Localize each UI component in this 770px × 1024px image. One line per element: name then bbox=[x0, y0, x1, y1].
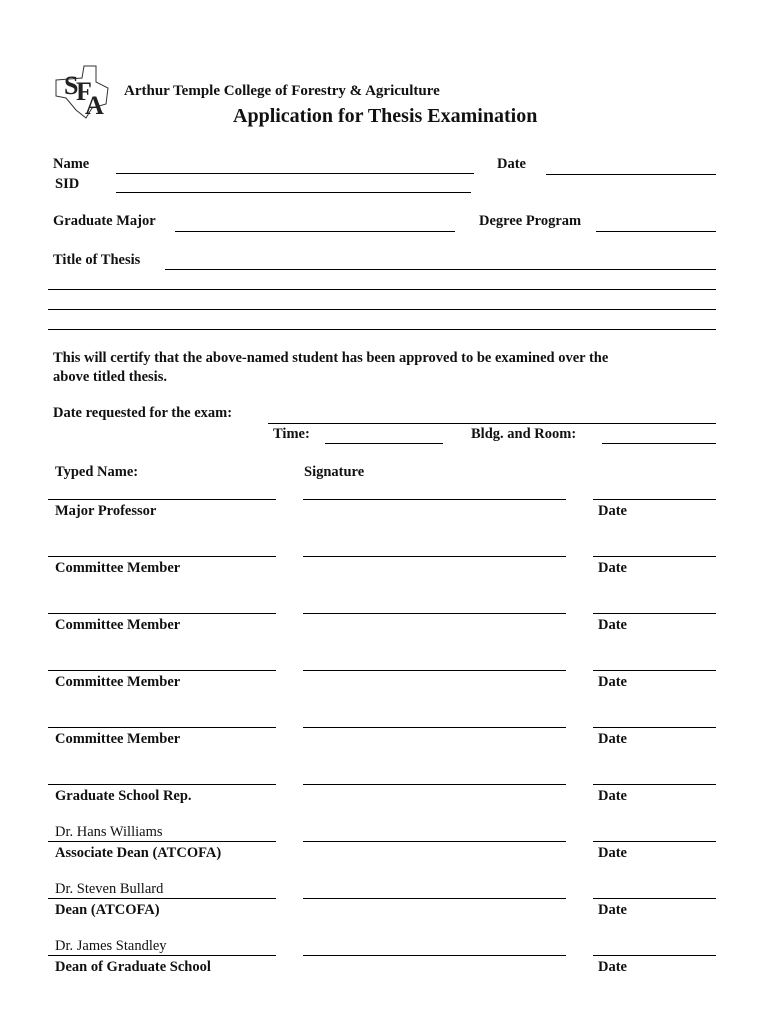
signature-date-field[interactable] bbox=[593, 599, 716, 614]
college-name: Arthur Temple College of Forestry & Agriculture bbox=[124, 83, 440, 99]
signature-field[interactable] bbox=[303, 884, 566, 899]
graduate-major-field[interactable] bbox=[175, 217, 455, 232]
certification-line-2: above titled thesis. bbox=[53, 369, 167, 385]
signer-role: Major Professor bbox=[55, 503, 157, 519]
sid-label: SID bbox=[55, 176, 80, 192]
signature-date-field[interactable] bbox=[593, 713, 716, 728]
thesis-title-line-4[interactable] bbox=[48, 315, 716, 330]
signer-role: Committee Member bbox=[55, 731, 181, 747]
room-field[interactable] bbox=[602, 429, 716, 444]
thesis-title-field[interactable] bbox=[165, 255, 716, 270]
sid-field[interactable] bbox=[116, 178, 471, 193]
name-field[interactable] bbox=[116, 159, 474, 174]
date-label: Date bbox=[497, 156, 526, 172]
exam-time-field[interactable] bbox=[325, 429, 443, 444]
typed-name-field[interactable] bbox=[48, 881, 276, 899]
signer-role: Committee Member bbox=[55, 617, 181, 633]
typed-name-field[interactable] bbox=[48, 542, 276, 557]
signature-date-field[interactable] bbox=[593, 941, 716, 956]
signature-field[interactable] bbox=[303, 827, 566, 842]
typed-name-field[interactable] bbox=[48, 938, 276, 956]
degree-program-field[interactable] bbox=[596, 217, 716, 232]
signature-date-label: Date bbox=[598, 959, 627, 975]
exam-date-field[interactable] bbox=[268, 409, 716, 424]
typed-name-header: Typed Name: bbox=[55, 464, 139, 480]
signature-field[interactable] bbox=[303, 941, 566, 956]
typed-name-field[interactable] bbox=[48, 656, 276, 671]
thesis-title-line-2[interactable] bbox=[48, 275, 716, 290]
signature-field[interactable] bbox=[303, 770, 566, 785]
signature-date-label: Date bbox=[598, 674, 627, 690]
typed-name-field[interactable] bbox=[48, 770, 276, 785]
svg-text:F: F bbox=[76, 77, 92, 106]
signature-date-label: Date bbox=[598, 503, 627, 519]
exam-time-label: Time: bbox=[273, 426, 310, 442]
degree-program-label: Degree Program bbox=[479, 213, 582, 229]
exam-date-label: Date requested for the exam: bbox=[53, 405, 233, 421]
thesis-title-label: Title of Thesis bbox=[53, 252, 141, 268]
typed-name-field[interactable] bbox=[48, 599, 276, 614]
signer-role: Committee Member bbox=[55, 674, 181, 690]
svg-text:A: A bbox=[85, 91, 104, 120]
signer-role: Associate Dean (ATCOFA) bbox=[55, 845, 222, 861]
typed-name: Dr. James Standley bbox=[55, 938, 167, 954]
signature-field[interactable] bbox=[303, 713, 566, 728]
signature-header: Signature bbox=[304, 464, 365, 480]
signer-role: Graduate School Rep. bbox=[55, 788, 192, 804]
signature-date-field[interactable] bbox=[593, 485, 716, 500]
signature-field[interactable] bbox=[303, 656, 566, 671]
sfa-logo bbox=[52, 58, 116, 127]
signature-field[interactable] bbox=[303, 542, 566, 557]
form-title: Application for Thesis Examination bbox=[233, 105, 538, 127]
typed-name-field[interactable] bbox=[48, 713, 276, 728]
date-field[interactable] bbox=[546, 160, 716, 175]
signature-date-label: Date bbox=[598, 617, 627, 633]
svg-text:S: S bbox=[64, 71, 79, 100]
certification-line-1: This will certify that the above-named student has been approved to be examined over the bbox=[53, 350, 609, 366]
typed-name: Dr. Steven Bullard bbox=[55, 881, 164, 897]
signer-role: Committee Member bbox=[55, 560, 181, 576]
signature-date-field[interactable] bbox=[593, 884, 716, 899]
signature-date-field[interactable] bbox=[593, 770, 716, 785]
signature-date-field[interactable] bbox=[593, 827, 716, 842]
signature-date-label: Date bbox=[598, 845, 627, 861]
signature-date-label: Date bbox=[598, 788, 627, 804]
room-label: Bldg. and Room: bbox=[471, 426, 577, 442]
typed-name: Dr. Hans Williams bbox=[55, 824, 163, 840]
signature-date-label: Date bbox=[598, 731, 627, 747]
signature-date-label: Date bbox=[598, 560, 627, 576]
signer-role: Dean (ATCOFA) bbox=[55, 902, 160, 918]
signature-date-field[interactable] bbox=[593, 542, 716, 557]
signer-role: Dean of Graduate School bbox=[55, 959, 211, 975]
signature-date-label: Date bbox=[598, 902, 627, 918]
thesis-title-line-3[interactable] bbox=[48, 295, 716, 310]
signature-field[interactable] bbox=[303, 599, 566, 614]
name-label: Name bbox=[53, 156, 90, 172]
signature-date-field[interactable] bbox=[593, 656, 716, 671]
signature-field[interactable] bbox=[303, 485, 566, 500]
typed-name-field[interactable] bbox=[48, 485, 276, 500]
typed-name-field[interactable] bbox=[48, 824, 276, 842]
graduate-major-label: Graduate Major bbox=[53, 213, 156, 229]
